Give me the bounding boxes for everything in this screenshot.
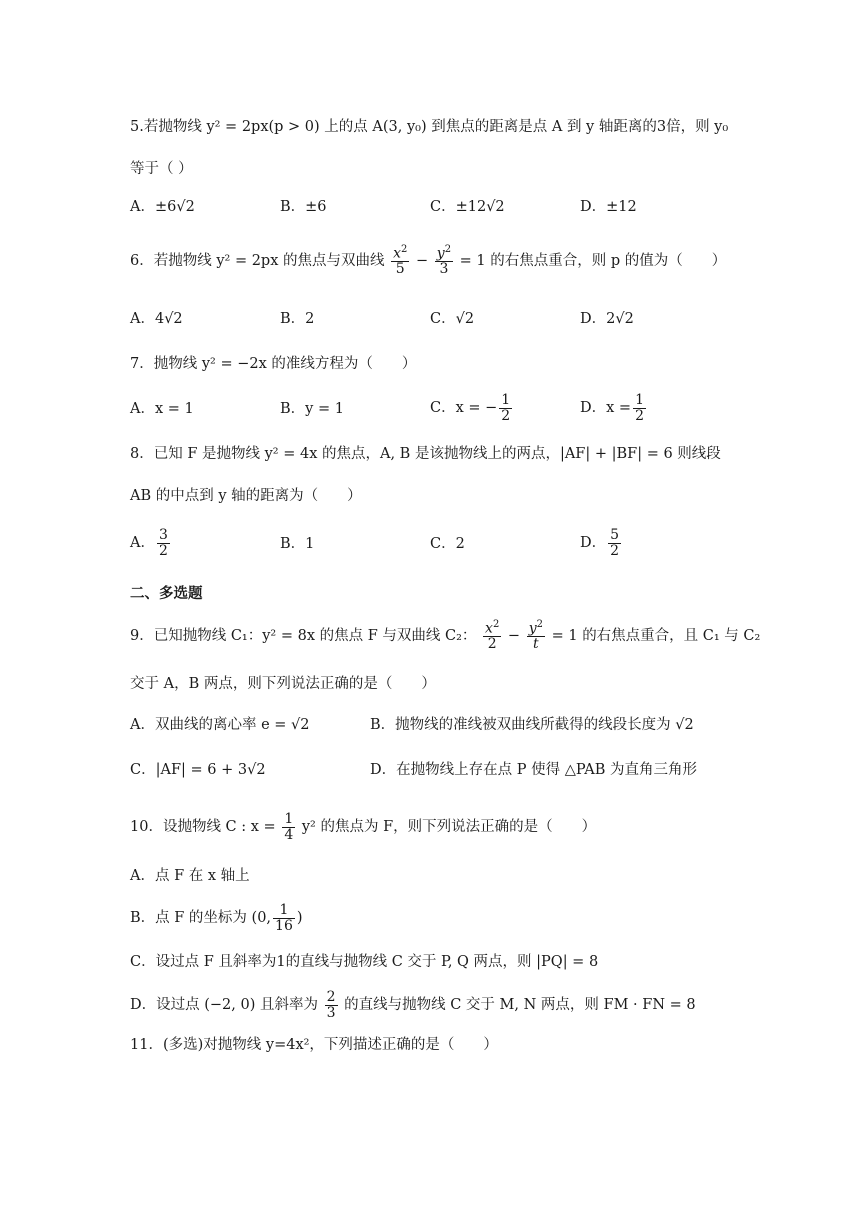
q9-option-d: D．在抛物线上存在点 P 使得 △PAB 为直角三角形 [370, 762, 698, 778]
q9-option-a: A．双曲线的离心率 e = √2 [130, 717, 310, 733]
q8-line1: 8．已知 F 是抛物线 y² = 4x 的焦点，A, B 是该抛物线上的两点，|AF| + |BF| = 6 则线段 [130, 446, 721, 462]
q8-option-b: B．1 [280, 536, 315, 552]
q9-option-b: B．抛物线的准线被双曲线所截得的线段长度为 √2 [370, 717, 694, 733]
q6-fraction-x: $\frac{x^2}{5}$ [393, 244, 408, 278]
q5-option-b: B．±6 [280, 199, 327, 215]
q6-option-b: B．2 [280, 311, 315, 327]
q5-option-a: A．±6√2 [130, 199, 195, 215]
q6-option-c: C．√2 [430, 311, 475, 327]
q9-fraction-y: $\frac{y^2}{t}$ [528, 619, 543, 653]
q7-option-d: D．x = $\frac{1}{2}$ [580, 392, 644, 424]
q10-option-d: D．设过点 (−2, 0) 且斜率为 $\frac{2}{3}$ 的直线与抛物线 C 交于 M, N 两点，则 FM · FN = 8 [130, 989, 696, 1021]
q6-option-a: A．4√2 [130, 311, 183, 327]
q7-option-c: C．x = − $\frac{1}{2}$ [430, 392, 511, 424]
q10-line1: 10．设抛物线 C : x = $\frac{1}{4}$ y² 的焦点为 F，则下列说法正确的是（ ） [130, 811, 597, 843]
section-heading-multi-choice: 二、多选题 [130, 586, 203, 602]
q5-line1: 5.若抛物线 y² = 2px(p > 0) 上的点 A(3, y₀) 到焦点的距离是点 A 到 y 轴距离的3倍，则 y₀ [130, 119, 729, 135]
q8-option-a: A． $\frac{3}{2}$ [130, 527, 168, 559]
q5-line2: 等于（ ） [130, 161, 193, 177]
q6-option-d: D．2√2 [580, 311, 634, 327]
q11-line: 11．(多选)对抛物线 y=4x²，下列描述正确的是（ ） [130, 1037, 498, 1053]
q10-option-a: A．点 F 在 x 轴上 [130, 868, 250, 884]
q6-prefix: 6．若抛物线 y² = 2px 的焦点与双曲线 [130, 253, 385, 270]
q7-option-a: A．x = 1 [130, 401, 194, 417]
q6-line: 6．若抛物线 y² = 2px 的焦点与双曲线 $\frac{x^2}{5}$ − $\frac{y^2}{3}$ = 1 的右焦点重合，则 p 的值为（ ） [130, 244, 727, 278]
q8-line2: AB 的中点到 y 轴的距离为（ ） [130, 488, 362, 504]
q5-option-c: C．±12√2 [430, 199, 505, 215]
q9-line1: 9．已知抛物线 C₁：y² = 8x 的焦点 F 与双曲线 C₂： $\frac{x^2}{2}$ − $\frac{y^2}{t}$ = 1 的右焦点重合，且 C₁ 与 C₂ [130, 619, 761, 653]
q10-option-b: B．点 F 的坐标为 (0, $\frac{1}{16}$ ) [130, 902, 303, 934]
q6-suffix: 的右焦点重合，则 p 的值为（ ） [490, 253, 727, 270]
q7-option-b: B．y = 1 [280, 401, 344, 417]
q10-option-c: C．设过点 F 且斜率为1的直线与抛物线 C 交于 P, Q 两点，则 |PQ| = 8 [130, 954, 599, 970]
q10-fraction-quarter: $\frac{1}{4}$ [284, 811, 294, 843]
q7-line: 7．抛物线 y² = −2x 的准线方程为（ ） [130, 356, 417, 372]
q8-option-c: C．2 [430, 536, 465, 552]
q5-option-d: D．±12 [580, 199, 637, 215]
q9-line2: 交于 A，B 两点，则下列说法正确的是（ ） [130, 676, 436, 692]
q9-option-c: C．|AF| = 6 + 3√2 [130, 762, 266, 778]
q9-fraction-x: $\frac{x^2}{2}$ [485, 619, 500, 653]
q6-fraction-y: $\frac{y^2}{3}$ [436, 244, 452, 278]
q8-option-d: D． $\frac{5}{2}$ [580, 527, 620, 559]
